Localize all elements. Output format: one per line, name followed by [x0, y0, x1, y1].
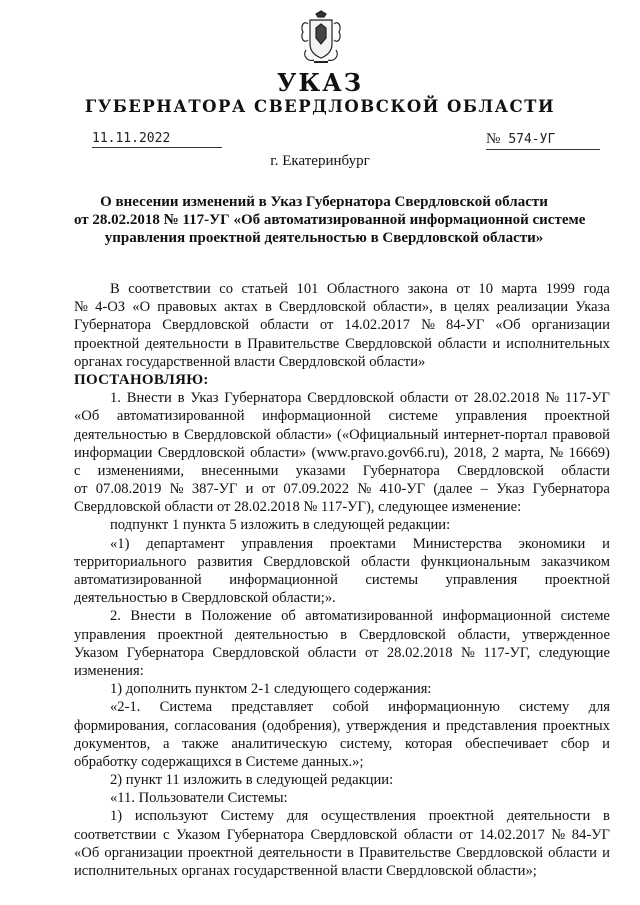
- body-line: «1) департамент управления проектами Министерства экономики и: [110, 535, 610, 552]
- body-line: формирования, согласования (одобрения), утверждения и представления проектных: [74, 717, 610, 734]
- heading-line: управления проектной деятельностью в Свердловской области»: [104, 230, 544, 246]
- body-line: обработку содержащихся в Системе данных.»;: [74, 753, 364, 770]
- document-title: УКАЗ: [276, 68, 364, 97]
- body-line: «11. Пользователи Системы:: [110, 790, 288, 807]
- heading-line: от 28.02.2018 № 117-УГ «Об автоматизированной информационной системе: [74, 212, 586, 228]
- body-line: 1) используют Систему для осуществления проектной деятельности в: [110, 808, 610, 825]
- body-line: автоматизированной информационной системы управления проектной: [74, 572, 610, 588]
- heading-line: О внесении изменений в Указ Губернатора Свердловской области: [100, 194, 548, 210]
- body-line: территориального развития Свердловской области функциональным заказчиком: [74, 553, 610, 570]
- body-line: В соответствии со статьей 101 Областного закона от 10 марта 1999 года: [110, 281, 610, 297]
- body-line: проектной деятельности в Правительстве Свердловской области и исполнительных: [74, 335, 610, 352]
- document-number: 574-УГ: [508, 132, 556, 147]
- number-sign: №: [486, 131, 501, 147]
- body-line: «Об организации проектной деятельности в Правительстве Свердловской области и: [74, 844, 610, 861]
- body-line: от 07.08.2019 № 387-УГ и от 07.09.2022 № 410-УГ (далее – Указ Губернатора: [74, 481, 610, 498]
- body-line: 2) пункт 11 изложить в следующей редакции:: [110, 772, 394, 789]
- body-line: «Об автоматизированной информационной системе управления проектной: [74, 408, 610, 425]
- body-line: Указом Губернатора Свердловской области от 28.02.2018 № 117-УГ, следующие: [74, 644, 610, 661]
- body-line: 1) дополнить пунктом 2-1 следующего содержания:: [110, 681, 432, 698]
- document-subtitle: ГУБЕРНАТОРА СВЕРДЛОВСКОЙ ОБЛАСТИ: [84, 97, 556, 116]
- body-line: «2-1. Система представляет собой информационную систему для: [110, 699, 610, 716]
- decree-keyword: ПОСТАНОВЛЯЮ:: [74, 371, 209, 388]
- body-line: исполнительных органах государственной власти Свердловской области»;: [74, 863, 537, 879]
- body-line: документов, а также аналитическую систему, которая обеспечивает сбор и: [74, 735, 610, 752]
- body-line: управления проектной деятельностью в Свердловской области, утвержденное: [74, 626, 610, 643]
- city-name: г. Екатеринбург: [270, 153, 370, 169]
- body-line: органах государственной власти Свердловской области»: [74, 353, 426, 370]
- body-line: Губернатора Свердловской области от 14.02.2017 № 84-УГ «Об организации: [74, 317, 610, 334]
- coat-of-arms-icon: [298, 10, 344, 66]
- body-line: деятельностью в Свердловской области» («Официальный интернет-портал правовой: [74, 426, 610, 443]
- body-line: 2. Внести в Положение об автоматизированной информационной системе: [110, 608, 610, 625]
- document-body: [74, 280, 610, 880]
- body-line: соответствии с Указом Губернатора Свердловской области от 14.02.2017 № 84-УГ: [74, 826, 610, 843]
- body-line: с изменениями, внесенными указами Губернатора Свердловской области: [74, 462, 610, 479]
- body-line: изменения:: [74, 662, 144, 679]
- document-date: 11.11.2022: [92, 131, 222, 148]
- body-line: № 4-ОЗ «О правовых актах в Свердловской области», в целях реализации Указа: [74, 299, 610, 316]
- document-number-field: [486, 131, 600, 150]
- body-line: информации Свердловской области» (www.pravo.gov66.ru), 2018, 2 марта, № 16669): [74, 444, 610, 461]
- document-heading: [74, 193, 586, 247]
- body-line: деятельностью в Свердловской области;».: [74, 590, 336, 607]
- body-line: подпункт 1 пункта 5 изложить в следующей редакции:: [110, 517, 451, 534]
- body-line: Свердловской области от 28.02.2018 № 117-УГ), следующее изменение:: [74, 499, 522, 516]
- body-line: 1. Внести в Указ Губернатора Свердловской области от 28.02.2018 № 117-УГ: [110, 390, 610, 407]
